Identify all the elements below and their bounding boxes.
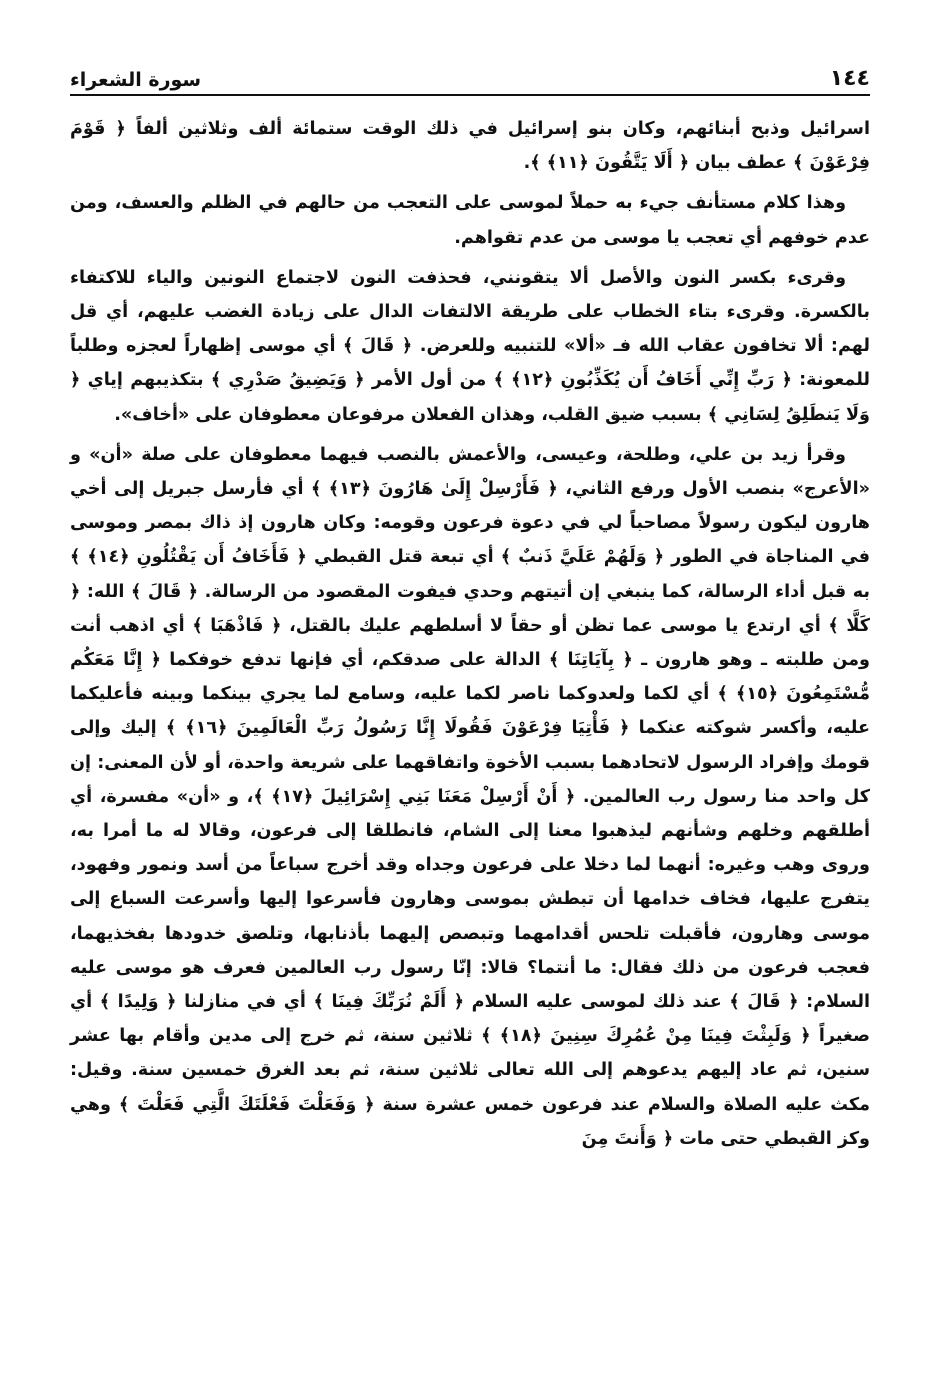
paragraph-1: اسرائيل وذبح أبنائهم، وكان بنو إسرائيل في ذلك الوقت ستمائة ألف وثلاثين ألفاً ﴿ قَوْمَ فِرْعَوْنَ ﴾ عطف بيان ﴿ أَلَا يَتَّقُونَ ﴿١١﴾ ﴾. bbox=[70, 119, 870, 174]
surah-title: سورة الشعراء bbox=[70, 69, 202, 91]
paragraph-3: وقرىء بكسر النون والأصل ألا يتقونني، فحذفت النون لاجتماع النونين والياء للاكتفاء بالكسرة. وقرىء بتاء الخطاب على طريقة الالتفات الدال على زيادة الغضب عليهم، أي قل لهم: ألا تخافون عقاب الله فـ «ألا» للتنبيه وللعرض. ﴿ قَالَ ﴾ أي موسى إظهاراً لعجزه وطلباً للمعونة: ﴿ رَبِّ إِنِّي أَخَافُ أَن يُكَذِّبُونِ ﴿١٢﴾ ﴾ من أول الأمر ﴿ وَيَضِيقُ صَدْرِي ﴾ بتكذيبهم إياي ﴿ وَلَا يَنطَلِقُ لِسَانِي ﴾ بسبب ضيق القلب، وهذان الفعلان مرفوعان معطوفان على «أخاف». bbox=[70, 267, 870, 425]
commentary-text bbox=[70, 112, 870, 1156]
book-page bbox=[70, 62, 870, 1352]
paragraph-2: وهذا كلام مستأنف جيء به حملاً لموسى على التعجب من حالهم في الظلم والعسف، ومن عدم خوفهم أي تعجب يا موسى من عدم تقواهم. bbox=[70, 193, 870, 248]
running-header bbox=[70, 62, 870, 96]
page-number: ١٤٤ bbox=[829, 66, 870, 91]
paragraph-4: وقرأ زيد بن علي، وطلحة، وعيسى، والأعمش بالنصب فيهما معطوفان على صلة «أن» و «الأعرج» بنصب الأول ورفع الثاني، ﴿ فَأَرْسِلْ إِلَىٰ هَارُونَ ﴿١٣﴾ ﴾ أي فأرسل جبريل إلى أخي هارون ليكون رسولاً مصاحباً لي في دعوة فرعون وقومه: وكان هارون إذ ذاك بمصر وموسى في المناجاة في الطور ﴿ وَلَهُمْ عَلَيَّ ذَنبٌ ﴾ أي تبعة قتل القبطي ﴿ فَأَخَافُ أَن يَقْتُلُونِ ﴿١٤﴾ ﴾ به قبل أداء الرسالة، كما ينبغي إن أتيتهم وحدي فيفوت المقصود من الرسالة. ﴿ قَالَ ﴾ الله: ﴿ كَلَّا ﴾ أي ارتدع يا موسى عما تظن أو حقاً لا أسلطهم عليك بالقتل، ﴿ فَاذْهَبَا ﴾ أي اذهب أنت ومن طلبته ـ وهو هارون ـ ﴿ بِآيَاتِنَا ﴾ الدالة على صدقكم، أي فإنها تدفع خوفكما ﴿ إِنَّا مَعَكُم مُّسْتَمِعُونَ ﴿١٥﴾ ﴾ أي لكما ولعدوكما ناصر لكما عليه، وسامع لما يجري بينكما وبينه فأعليكما عليه، وأكسر شوكته عنكما ﴿ فَأْتِيَا فِرْعَوْنَ فَقُولَا إِنَّا رَسُولُ رَبِّ الْعَالَمِينَ ﴿١٦﴾ ﴾ إليك وإلى قومك وإفراد الرسول لاتحادهما بسبب الأخوة واتفاقهما على شريعة واحدة، أو لأن المعنى: إن كل واحد منا رسول رب العالمين. ﴿ أَنْ أَرْسِلْ مَعَنَا بَنِي إِسْرَائِيلَ ﴿١٧﴾ ﴾، و «أن» مفسرة، أي أطلقهم وخلهم وشأنهم ليذهبوا معنا إلى الشام، فانطلقا إلى فرعون، وقالا له ما أمرا به، وروى وهب وغيره: أنهما لما دخلا على فرعون وجداه وقد أخرج سباعاً من أسد ونمور وفهود، يتفرج عليها، فخاف خدامها أن تبطش بموسى وهارون فأسرعوا إليها وأسرعت السباع إلى موسى وهارون، فأقبلت تلحس أقدامهما وتبصص إليهما بأذنابها، وتلصق خدودها بفخذيهما، فعجب فرعون من ذلك فقال: ما أنتما؟ قالا: إنّا رسول رب العالمين فعرف هو موسى عليه السلام: ﴿ قَالَ ﴾ عند ذلك لموسى عليه السلام ﴿ أَلَمْ نُرَبِّكَ فِينَا ﴾ أي في منازلنا ﴿ وَلِيدًا ﴾ أي صغيراً ﴿ وَلَبِثْتَ فِينَا مِنْ عُمُرِكَ سِنِينَ ﴿١٨﴾ ﴾ ثلاثين سنة، ثم خرج إلى مدين وأقام بها عشر سنين، ثم عاد إليهم يدعوهم إلى الله تعالى ثلاثين سنة، ثم بعد الغرق خمسين سنة. وقيل: مكث عليه الصلاة والسلام عند فرعون خمس عشرة سنة ﴿ وَفَعَلْتَ فَعْلَتَكَ الَّتِي فَعَلْتَ ﴾ وهي وكز القبطي حتى مات ﴿ وَأَنتَ مِنَ bbox=[70, 444, 870, 1149]
